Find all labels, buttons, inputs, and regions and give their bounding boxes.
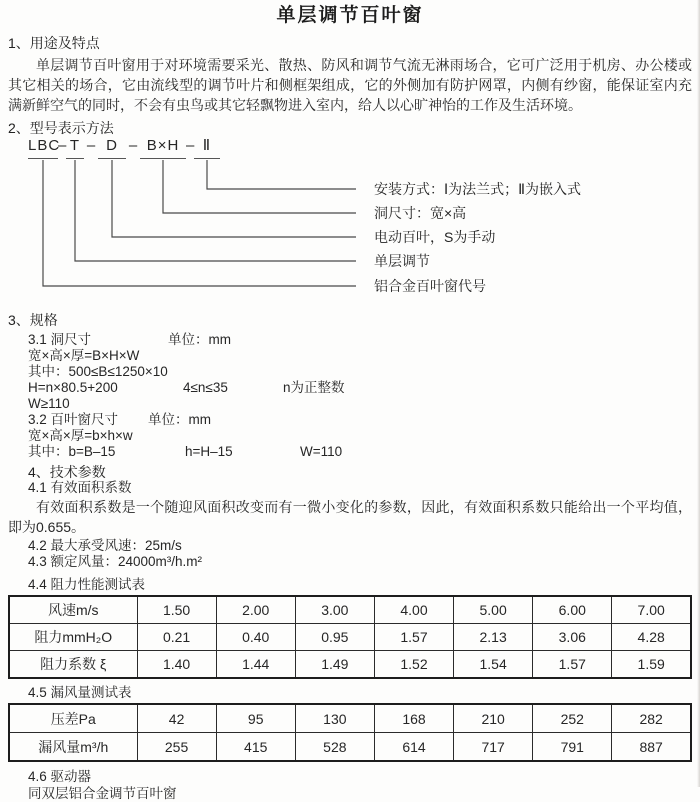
table-cell: 0.40 [216,624,295,651]
table-cell: 717 [454,733,533,762]
table-cell: 614 [374,733,453,762]
table-cell: 2.00 [216,596,295,624]
table-cell: 210 [454,704,533,733]
table-cell: 130 [295,704,374,733]
row-header: 漏风量m³/h [9,733,137,762]
table-cell: 255 [137,733,216,762]
row-header: 风速m/s [9,596,137,624]
page-title: 单层调节百叶窗 [276,5,424,26]
table-cell: 3.06 [533,624,612,651]
diagram-label-product-code: 铝合金百叶窗代号 [374,278,486,294]
model-segment-lbc: LBC [28,138,58,159]
spec-line: W≥110 [28,396,70,411]
model-segment-bxh: B×H [140,138,186,159]
diagram-label-drive-type: 电动百叶，S为手动 [374,229,496,245]
model-segment-d: D [98,138,126,159]
leakage-table-caption: 4.5 漏风量测试表 [28,685,132,700]
row-header: 压差Pa [9,704,137,733]
section4-sub-4-1: 4.1 有效面积系数 [28,480,132,495]
spec-item: 3.2 百叶窗尺寸 [28,412,119,427]
table-cell: 95 [216,704,295,733]
spec-item: 单位：mm [168,332,231,347]
spec-item: W=110 [300,444,343,459]
table-row [9,596,691,624]
model-dash: – [86,137,96,154]
spec-item: 其中：b=B–15 [28,444,116,459]
table-cell: 1.54 [454,651,533,679]
table-row [9,733,691,762]
spec-line [28,412,692,428]
table-cell: 1.50 [137,596,216,624]
table-cell: 3.00 [295,596,374,624]
table-cell: 1.59 [612,651,691,679]
table-cell: 1.40 [137,651,216,679]
spec-line: 宽×高×厚=b×h×w [28,428,133,443]
table-cell: 6.00 [533,596,612,624]
model-segment-ii: Ⅱ [194,138,220,159]
diagram-label-opening-size: 洞尺寸：宽×高 [374,205,467,221]
table-cell: 42 [137,704,216,733]
connector-lines [8,159,360,291]
table-cell: 1.57 [533,651,612,679]
spec-line [28,444,692,460]
table-cell: 4.00 [374,596,453,624]
spec-item: 单位：mm [148,412,211,427]
table-cell: 0.21 [137,624,216,651]
section4-sub-4-2: 4.2 最大承受风速：25m/s [28,538,182,553]
table-cell: 252 [533,704,612,733]
table-cell: 791 [533,733,612,762]
section4-paragraph: 有效面积系数是一个随迎风面积改变而有一微小变化的参数，因此，有效面积系数只能给出一个平均值，即为0.655。 [8,499,692,535]
table-cell: 1.49 [295,651,374,679]
spec-item: H=n×80.5+200 [28,380,118,395]
section2-heading: 2、型号表示方法 [8,120,114,136]
model-dash: – [128,137,138,154]
diagram-label-install-type: 安装方式：Ⅰ为法兰式；Ⅱ为嵌入式 [374,181,582,197]
resistance-table [8,595,692,679]
table-row [9,651,691,679]
table-cell: 5.00 [454,596,533,624]
model-dash: – [58,137,67,154]
table-cell: 0.95 [295,624,374,651]
table-row [9,704,691,733]
section1-heading: 1、用途及特点 [8,35,100,51]
spec-line [28,380,692,396]
spec-line: 宽×高×厚=B×H×W [28,348,140,363]
table-cell: 528 [295,733,374,762]
table-cell: 1.57 [374,624,453,651]
table-row [9,624,691,651]
model-code-diagram [8,138,692,298]
spec-line [28,332,692,348]
table-cell: 415 [216,733,295,762]
section3-heading: 3、规格 [8,312,58,328]
section3-specs [8,332,692,460]
section4-sub-4-6: 4.6 驱动器 [28,769,92,784]
row-header: 阻力mmH₂O [9,624,137,651]
model-dash: – [186,137,195,154]
spec-item: h=H–15 [185,444,233,459]
spec-item: 4≤n≤35 [183,380,228,395]
table-cell: 887 [612,733,691,762]
section1-paragraph: 单层调节百叶窗用于对环境需要采光、散热、防风和调节气流无淋雨场合，它可广泛用于机房、办公楼或其它相关的场合，它由流线型的调节叶片和侧框架组成，它的外侧加有防护网罩，内侧有纱窗，能保证室内充满新鲜空气的同时，不会有虫鸟或其它轻飘物进入室内，给人以心旷神怡的工作及生活环境。 [8,57,692,113]
table-cell: 2.13 [454,624,533,651]
spec-item: 3.1 洞尺寸 [28,332,92,347]
leakage-table [8,703,692,762]
table-cell: 4.28 [612,624,691,651]
row-header: 阻力系数 ξ [9,651,137,679]
section4 [8,464,692,802]
model-segment-t: T [66,138,84,159]
spec-line: 其中：500≤B≤1250×10 [28,364,168,379]
table-cell: 282 [612,704,691,733]
section4-sub-4-3: 4.3 额定风量：24000m³/h.m² [28,554,203,569]
model-code-row [8,138,692,159]
section4-heading: 4、技术参数 [28,464,106,480]
table-cell: 1.52 [374,651,453,679]
resistance-table-caption: 4.4 阻力性能测试表 [28,577,146,592]
table-cell: 7.00 [612,596,691,624]
spec-item: n为正整数 [283,380,345,395]
table-cell: 1.44 [216,651,295,679]
driver-note: 同双层铝合金调节百叶窗 [28,786,177,801]
diagram-label-single-layer: 单层调节 [374,253,430,269]
table-cell: 168 [374,704,453,733]
